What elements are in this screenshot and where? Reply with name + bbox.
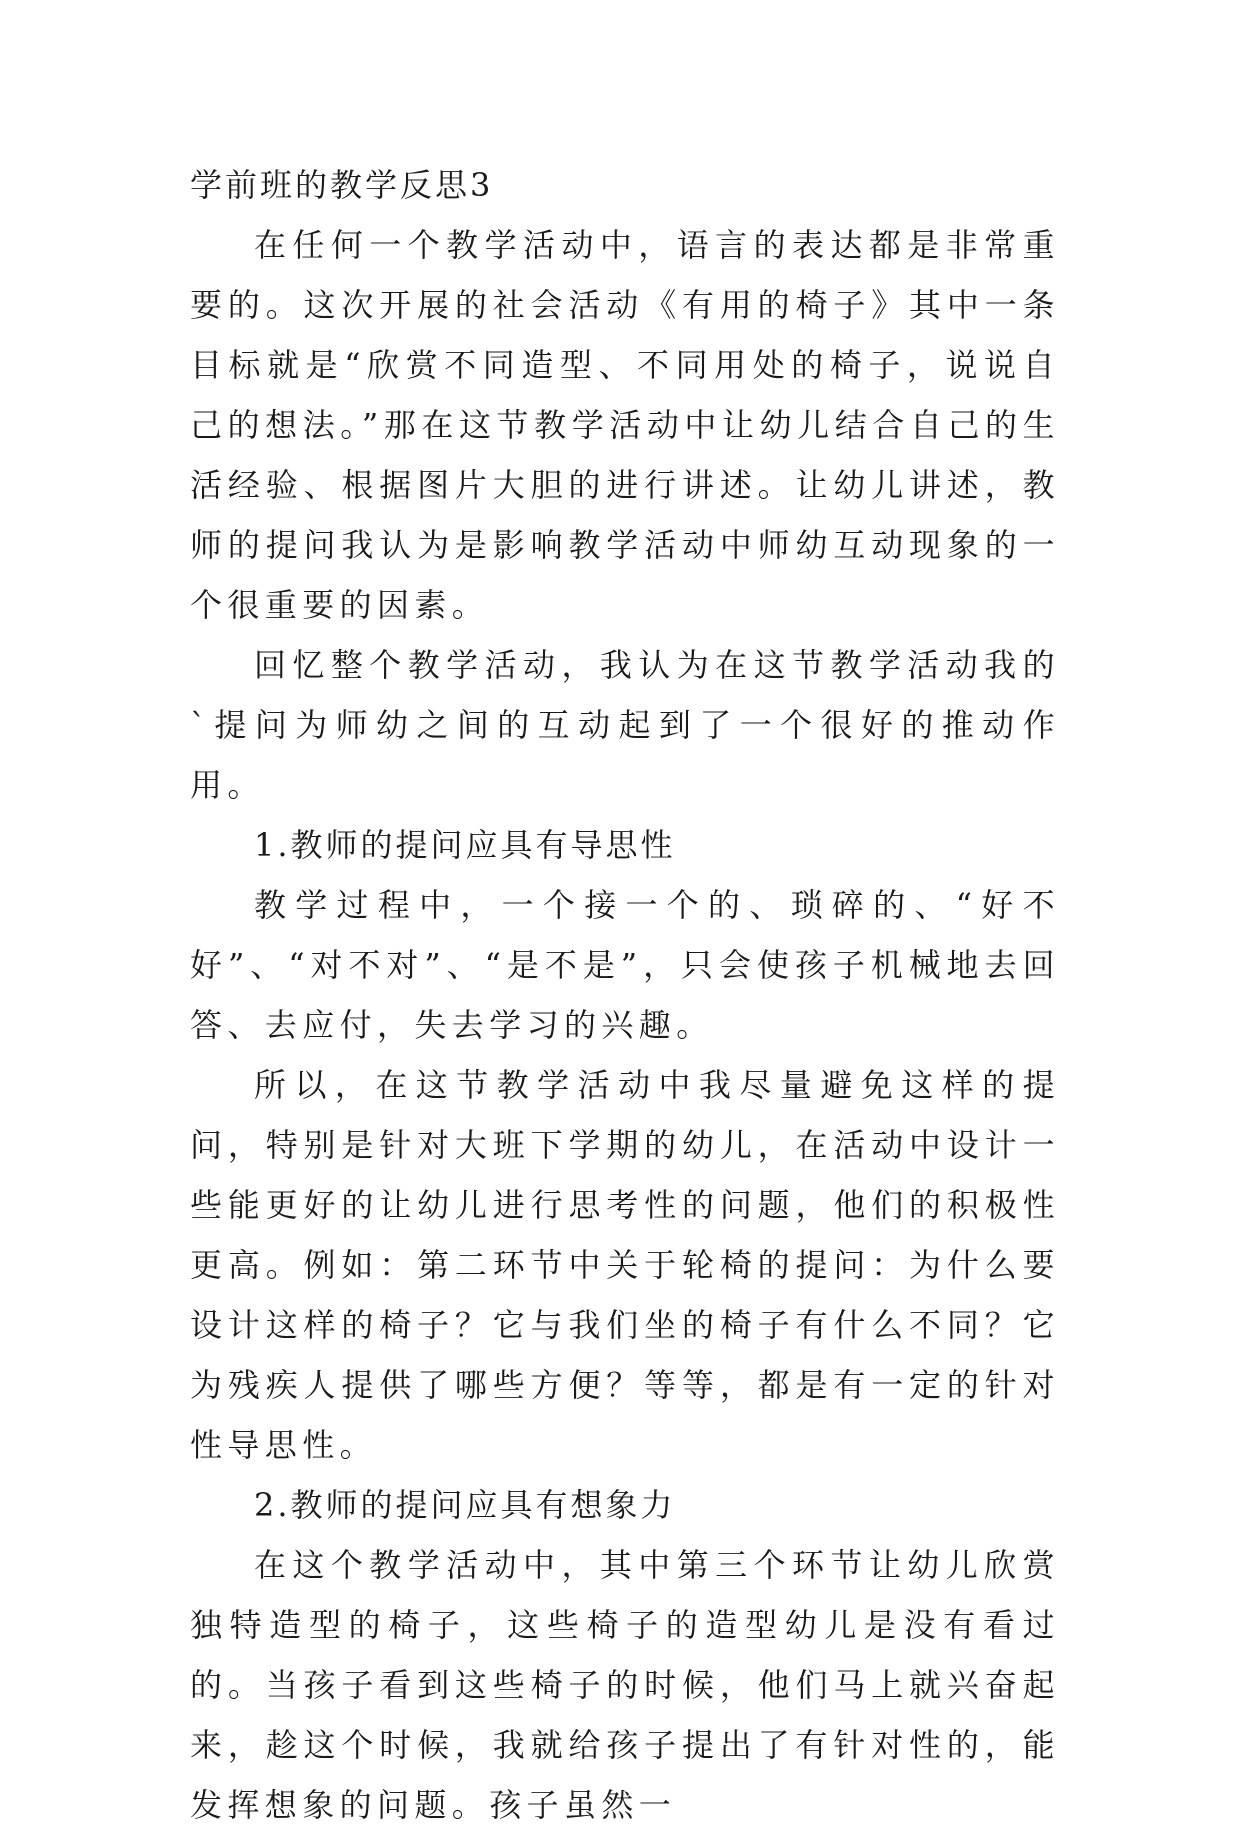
paragraph-imagination: 在这个教学活动中，其中第三个环节让幼儿欣赏独特造型的椅子，这些椅子的造型幼儿是没有看过的。当孩子看到这些椅子的时候，他们马上就兴奋起来，趁这个时候，我就给孩子提出了有针对性的，能发挥想象的问题。孩子虽然一 <box>190 1546 1060 1824</box>
document-title: 学前班的教学反思3 <box>190 166 494 204</box>
document-body <box>190 155 1060 1835</box>
paragraph-intro: 在任何一个教学活动中，语言的表达都是非常重要的。这次开展的社会活动《有用的椅子》其中一条目标就是“欣赏不同造型、不同用处的椅子，说说自己的想法。”那在这节教学活动中让幼儿结合自己的生活经验、根据图片大胆的进行讲述。让幼儿讲述，教师的提问我认为是影响教学活动中师幼互动现象的一个很重要的因素。 <box>190 226 1060 624</box>
section-heading-2: 2.教师的提问应具有想象力 <box>254 1486 676 1524</box>
section-heading-1: 1.教师的提问应具有导思性 <box>254 826 676 864</box>
paragraph-example: 所以，在这节教学活动中我尽量避免这样的提问，特别是针对大班下学期的幼儿，在活动中设计一些能更好的让幼儿进行思考性的问题，他们的积极性更高。例如：第二环节中关于轮椅的提问：为什么要设计这样的椅子？它与我们坐的椅子有什么不同？它为残疾人提供了哪些方便？等等，都是有一定的针对性导思性。 <box>190 1066 1060 1464</box>
paragraph-process: 教学过程中，一个接一个的、琐碎的、“好不好”、“对不对”、“是不是”，只会使孩子机械地去回答、去应付，失去学习的兴趣。 <box>190 886 1060 1044</box>
paragraph-recall: 回忆整个教学活动，我认为在这节教学活动我的`提问为师幼之间的互动起到了一个很好的推动作用。 <box>190 646 1060 804</box>
